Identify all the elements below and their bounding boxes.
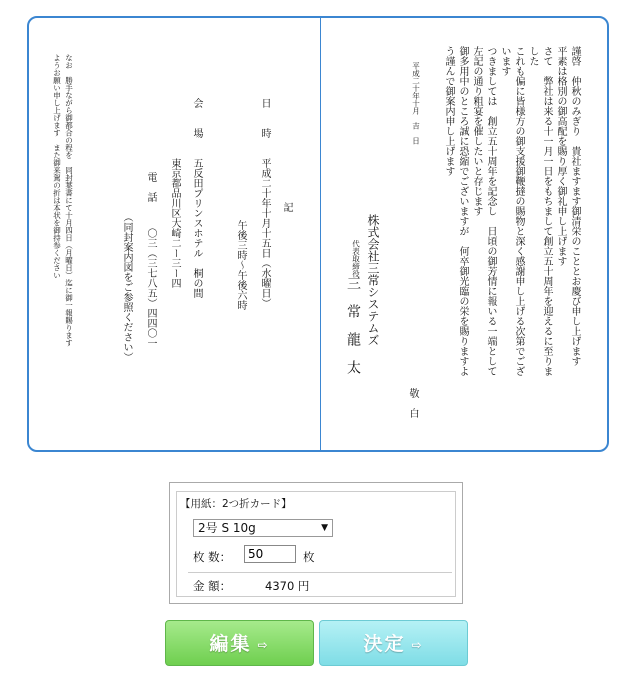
- representative-name: 三 常 龍 太: [345, 276, 361, 374]
- arrow-right-icon: ⇨: [257, 637, 270, 652]
- map-note: （同封案内図をご参照ください）: [121, 212, 132, 362]
- edit-button[interactable]: [165, 620, 314, 666]
- rsvp-note-line: なお 勝手ながら御都合の程を 同封葉書にて十月四日（月曜日）迄に御一報賜ります: [64, 54, 74, 347]
- amount-label: 金 額：: [193, 579, 232, 593]
- chevron-down-icon: ▼: [321, 523, 328, 533]
- invitation-card-preview: [27, 16, 609, 452]
- card-fold-line: [320, 18, 321, 450]
- confirm-button-label: 決定: [363, 633, 406, 655]
- greeting-line: う謹んで御案内申し上げます: [443, 46, 454, 176]
- venue-name: 五反田プリンスホテル 桐の間: [191, 158, 202, 298]
- quantity-unit: 枚: [303, 550, 315, 564]
- rsvp-note-line: ようお願い申し上げます また御来駕の折は本状を御持参ください: [52, 54, 62, 279]
- quantity-input[interactable]: [244, 545, 296, 563]
- quantity-label: 枚 数：: [193, 550, 232, 564]
- phone-value: 〇三（三七八五）四四〇一: [145, 228, 156, 348]
- greeting-line: した: [527, 46, 538, 66]
- greeting-line: 平素は格別の御高配を賜り厚く御礼申し上げます: [555, 46, 566, 266]
- order-panel: [169, 482, 463, 604]
- paper-type-title: 【用紙：2つ折カード】: [180, 498, 292, 510]
- letter-date: 平成二十年十月 吉 日: [411, 62, 421, 145]
- divider: [188, 572, 452, 573]
- greeting-opening: 謹啓: [569, 46, 580, 66]
- venue-address: 東京都品川区大崎二ー三ー四: [169, 158, 180, 288]
- greeting-line: さて 弊社は来る十一月一日をもちまして創立五十周年を迎えるに至りま: [541, 46, 552, 376]
- greeting-closing: 敬 白: [407, 388, 418, 418]
- representative-title: 代表取締役: [351, 240, 361, 278]
- amount-value: 4370 円: [265, 579, 310, 593]
- venue-label: 会 場: [191, 98, 202, 138]
- phone-label: 電 話: [145, 172, 156, 202]
- paper-select-value: 2号 S 10g: [198, 521, 256, 535]
- greeting-line: 左記の通り粗宴を催したいと存じます: [471, 46, 482, 216]
- greeting-line: 仲秋のみぎり 貴社ますます御清栄のこととお慶び申し上げます: [569, 76, 580, 366]
- ki-heading: 記: [281, 202, 292, 212]
- greeting-line: います: [499, 46, 510, 76]
- greeting-line: これも偏に皆様方の御支援御鞭撻の賜物と深く感謝申し上げる次第でござ: [513, 46, 524, 376]
- confirm-button[interactable]: [319, 620, 468, 666]
- date-label: 日 時: [259, 98, 270, 138]
- greeting-line: 御多用中のところ誠に恐縮でございますが 何卒御光臨の栄を賜りますよ: [457, 46, 468, 376]
- edit-button-label: 編集: [209, 633, 252, 655]
- paper-select[interactable]: [193, 519, 333, 537]
- company-name: 株式会社三常システムズ: [366, 214, 380, 346]
- time-value: 午後三時〜午後六時: [235, 220, 246, 310]
- greeting-line: つきましては 創立五十周年を記念し 日頃の御芳情に報いる一端として: [485, 46, 496, 376]
- date-value: 平成二十年十月十五日（水曜日）: [259, 158, 270, 308]
- arrow-right-icon: ⇨: [411, 637, 424, 652]
